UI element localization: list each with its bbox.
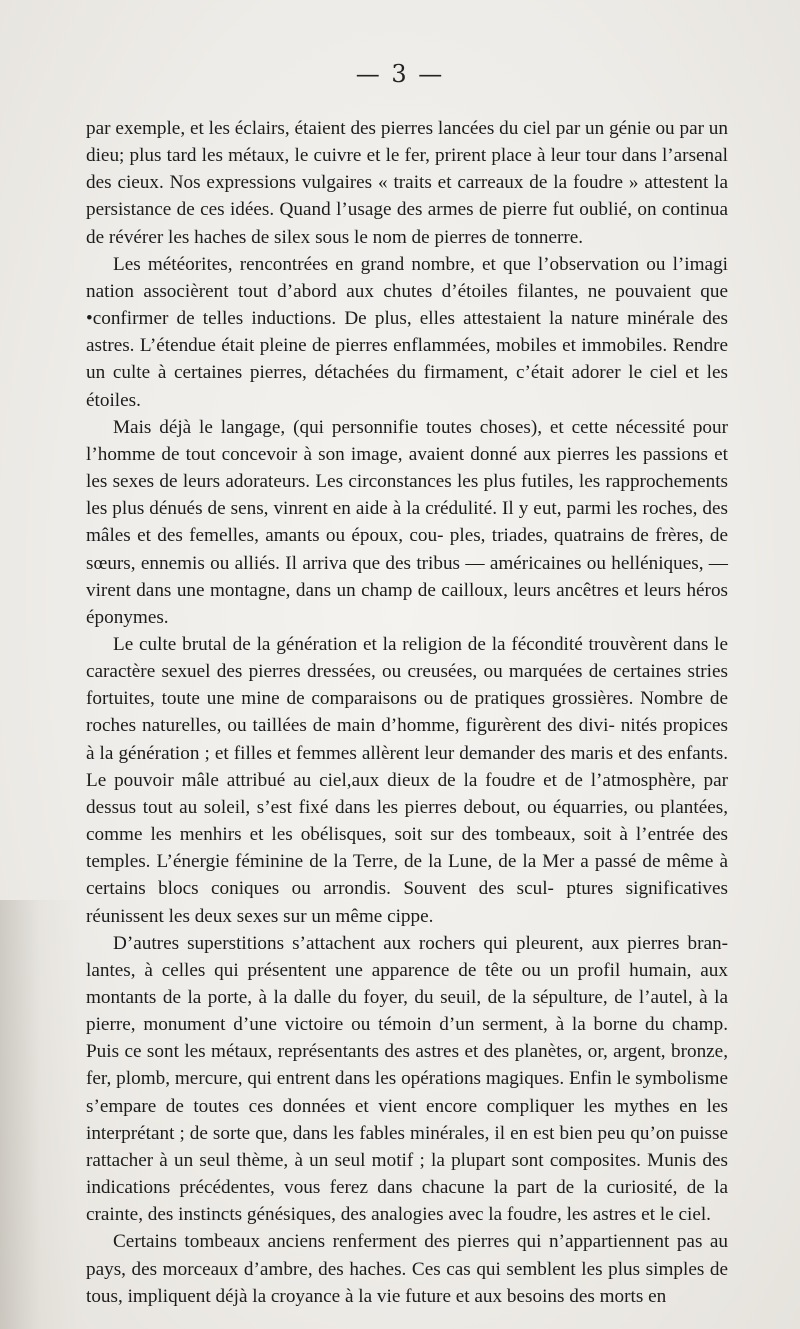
paragraph-4: Le culte brutal de la génération et la religion de la fécondité trouvèrent dans le caractère sexuel des pierres dressées, ou creusées, ou marquées de certaines stries fortuites, toute une mine de comparaisons ou de pratiques grossières. Nombre de roches naturelles, ou taillées de main d’homme, figurèrent des divi- nités propices à la génération ; et filles et femmes allèrent leur demander des maris et des enfants. Le pouvoir mâle attribué au ciel,aux dieux de la foudre et de l’atmosphère, par dessus tout au soleil, s’est fixé dans les pierres debout, ou équarries, ou plantées, comme les menhirs et les obélisques, soit sur des tombeaux, soit à l’entrée des temples. L’énergie féminine de la Terre, de la Lune, de la Mer a passé de même à certains blocs coniques ou arrondis. Souvent des scul- ptures significatives réunissent les deux sexes sur un même cippe. [86,633,728,927]
paragraph-3: Mais déjà le langage, (qui personnifie toutes choses), et cette nécessité pour l’homme de tout concevoir à son image, avaient donné aux pierres les passions et les sexes de leurs adorateurs. Les circonstances les plus futiles, les rapprochements les plus dénués de sens, vinrent en aide à la crédulité. Il y eut, parmi les roches, des mâles et des femelles, amants ou époux, cou- ples, triades, quatrains de frères, de sœurs, ennemis ou alliés. Il arriva que des tribus — américaines ou helléniques, — virent dans une montagne, dans un champ de cailloux, leurs ancêtres et leurs héros éponymes. [86,416,728,628]
paragraph-5: D’autres superstitions s’attachent aux rochers qui pleurent, aux pierres bran- lantes, à celles qui présentent une apparence de tête ou un profil humain, aux montants de la porte, à la dalle du foyer, du seuil, de la sépulture, de l’autel, à la pierre, monument d’une victoire ou témoin d’un serment, à la borne du champ. Puis ce sont les métaux, représentants des astres et des planètes, or, argent, bronze, fer, plomb, mercure, qui entrent dans les opérations magiques. Enfin le symbolisme s’empare de toutes ces données et vient encore compliquer les mythes en les interprétant ; de sorte que, dans les fables minérales, il en est bien peu qu’on puisse rattacher à un seul thème, à un seul motif ; la plupart sont composites. Munis des indications précédentes, vous ferez dans chacune la part de la curiosité, de la crainte, des instincts génésiques, des analogies avec la foudre, les astres et le ciel. [86,932,728,1226]
page-edge-shadow [0,900,80,1329]
body-text [86,115,728,1310]
paragraph-2: Les météorites, rencontrées en grand nombre, et que l’observation ou l’imagi nation associèrent tout d’abord aux chutes d’étoiles filantes, ne pouvaient que •confirmer de telles inductions. De plus, elles attestaient la nature minérale des astres. L’étendue était pleine de pierres enflammées, mobiles et immobiles. Rendre un culte à certaines pierres, détachées du firmament, c’était adorer le ciel et les étoiles. [86,253,728,411]
paragraph-1: par exemple, et les éclairs, étaient des pierres lancées du ciel par un génie ou par un dieu; plus tard les métaux, le cuivre et le fer, prirent place à leur tour dans l’arsenal des cieux. Nos expressions vulgaires « traits et carreaux de la foudre » attestent la persistance de ces idées. Quand l’usage des armes de pierre fut oublié, on continua de révérer les haches de silex sous le nom de pierres de tonnerre. [86,118,728,248]
paragraph-6: Certains tombeaux anciens renferment des pierres qui n’appartiennent pas au pays, des morceaux d’ambre, des haches. Ces cas qui semblent les plus simples de tous, impliquent déjà la croyance à la vie future et aux besoins des morts en [86,1231,728,1307]
page-number: — 3 — [355,60,445,88]
